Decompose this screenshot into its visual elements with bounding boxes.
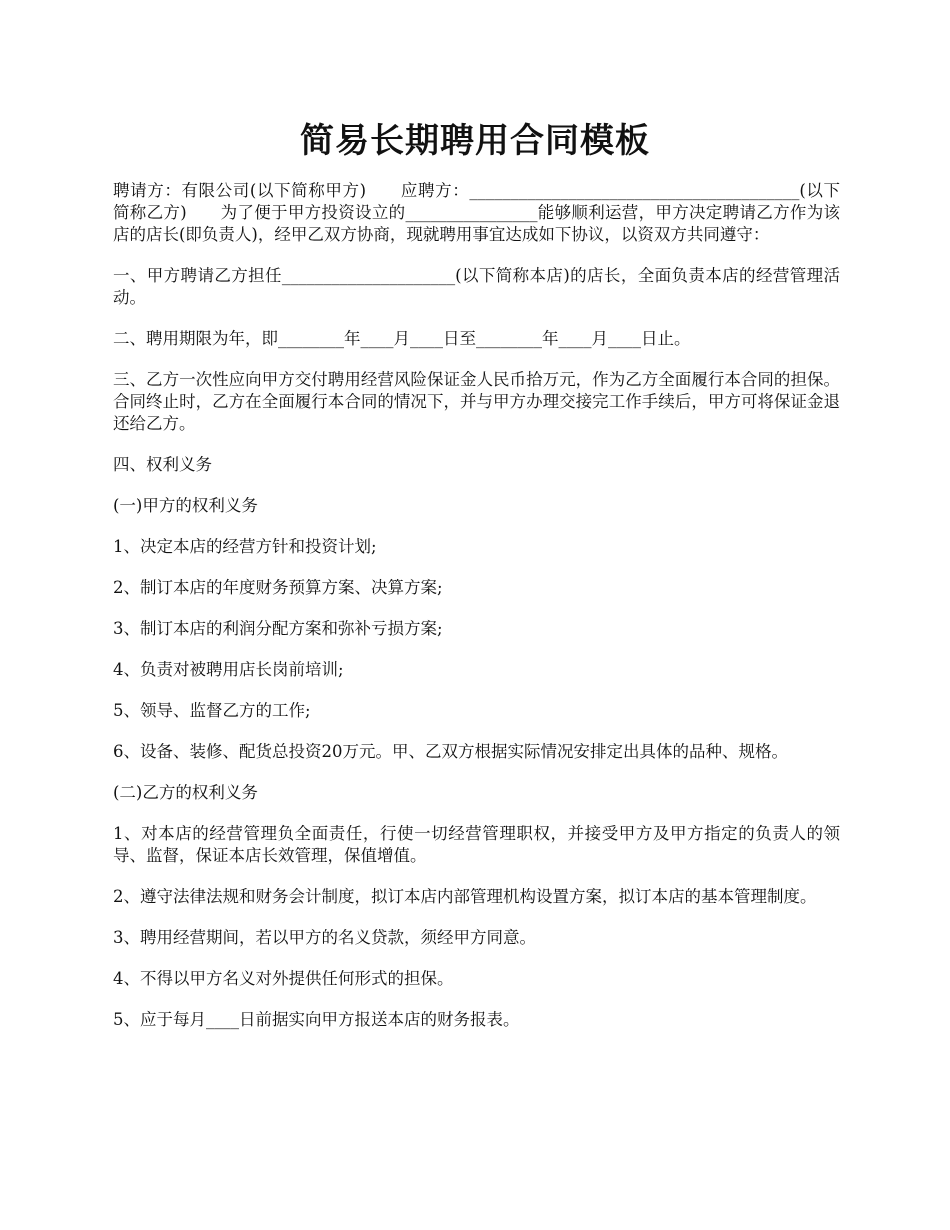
blank-field: ________________________________________ — [469, 181, 800, 200]
paragraph-clause-3: 三、乙方一次性应向甲方交付聘用经营风险保证金人民币拾万元，作为乙方全面履行本合同的担保。合同终止时，乙方在全面履行本合同的情况下，并与甲方办理交接完工作手续后，甲方可将保证金退还给乙方。 — [113, 370, 840, 433]
subsection-heading: (一)甲方的权利义务 — [113, 496, 258, 515]
document-body — [113, 180, 840, 1050]
list-item: 4、不得以甲方名义对外提供任何形式的担保。 — [113, 969, 454, 988]
list-item: 6、设备、装修、配货总投资20万元。甲、乙双方根据实际情况安排定出具体的品种、规格。 — [113, 742, 788, 761]
list-item: 3、聘用经营期间，若以甲方的名义贷款，须经甲方同意。 — [113, 928, 536, 947]
paragraph-clause-2: 二、聘用期限为年，即________年____月____日至________年____月____日止。 — [113, 329, 691, 348]
list-item: 5、应于每月____日前据实向甲方报送本店的财务报表。 — [113, 1010, 520, 1029]
paragraph-parties: 聘请方：有限公司(以下简称甲方) 应聘方：________________________________________(以下简称乙方) 为了便于甲方投资设立的________________能够顺利运营，甲方决定聘请乙方作为该店的店长(即负责人)，经甲乙双方协商，现就聘用事宜达成如下协议，以资双方共同遵守： — [113, 181, 841, 244]
list-item: 5、领导、监督乙方的工作; — [113, 701, 311, 720]
list-item: 1、对本店的经营管理负全面责任，行使一切经营管理职权，并接受甲方及甲方指定的负责人的领导、监督，保证本店长效管理，保值增值。 — [113, 824, 840, 865]
list-item: 2、遵守法律法规和财务会计制度，拟订本店内部管理机构设置方案，拟订本店的基本管理制度。 — [113, 887, 817, 906]
list-item: 3、制订本店的利润分配方案和弥补亏损方案; — [113, 619, 443, 638]
blank-field: _____________________ — [281, 266, 456, 285]
list-item: 1、决定本店的经营方针和投资计划; — [113, 537, 377, 556]
document-title: 简易长期聘用合同模板 — [300, 121, 650, 161]
blank-field: ________________ — [405, 203, 538, 222]
section-heading: 四、权利义务 — [113, 455, 212, 474]
paragraph-clause-1: 一、甲方聘请乙方担任_____________________(以下简称本店)的店长，全面负责本店的经营管理活动。 — [113, 266, 841, 307]
subsection-heading: (二)乙方的权利义务 — [113, 783, 258, 802]
list-item: 4、负责对被聘用店长岗前培训; — [113, 660, 344, 679]
list-item: 2、制订本店的年度财务预算方案、决算方案; — [113, 578, 443, 597]
